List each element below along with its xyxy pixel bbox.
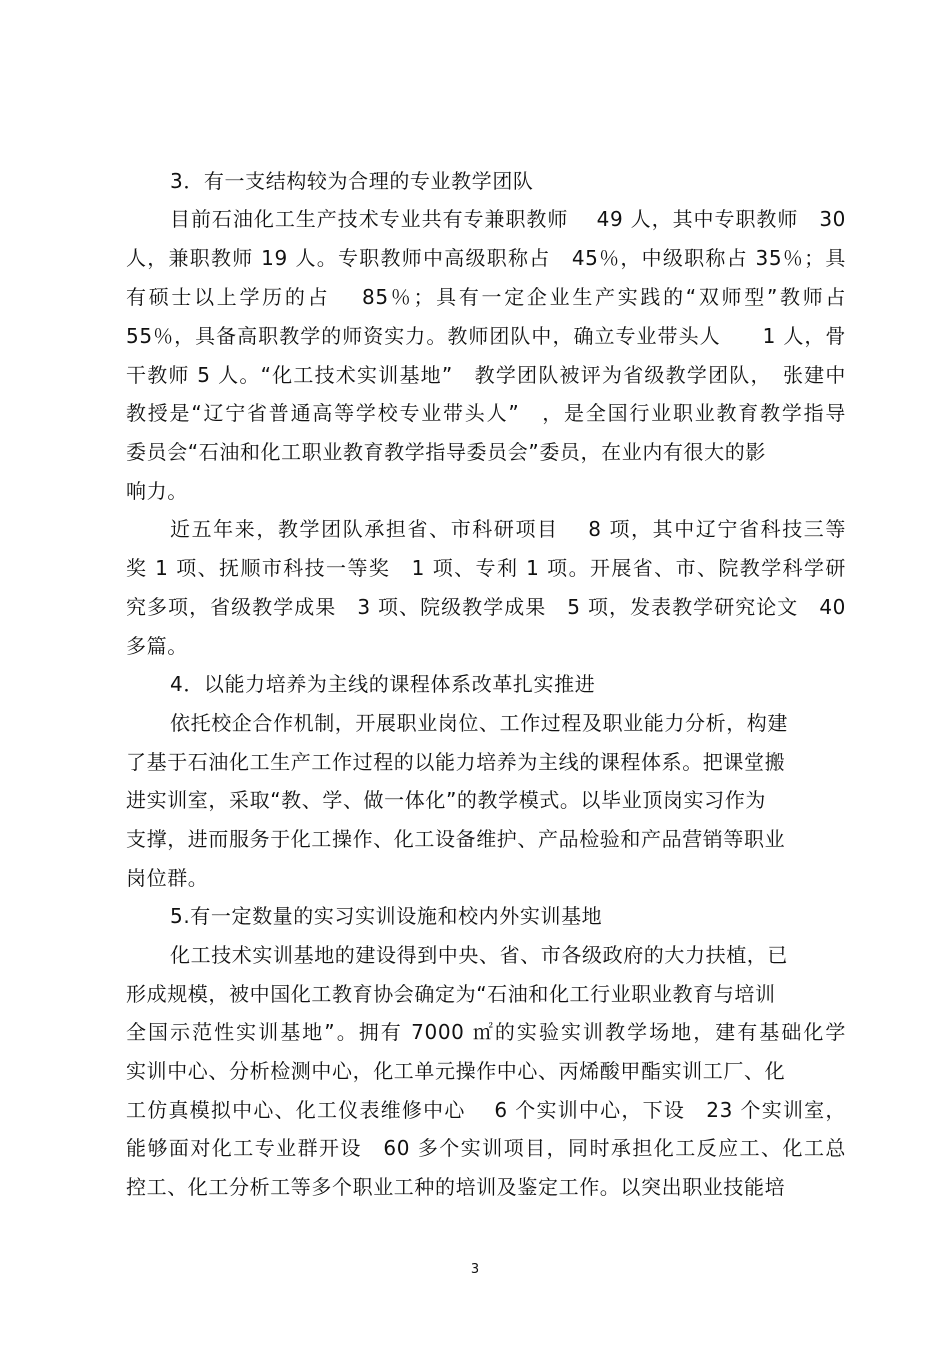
paragraph-line: 究多项，省级教学成果 3 项、院级教学成果 5 项，发表教学研究论文 40 bbox=[126, 595, 846, 619]
paragraph-line: 近五年来，教学团队承担省、市科研项目 8 项，其中辽宁省科技三等 bbox=[170, 517, 846, 541]
section-heading-5: 5.有一定数量的实习实训设施和校内外实训基地 bbox=[170, 904, 603, 928]
paragraph-line: 人，兼职教师 19 人。专职教师中高级职称占 45％，中级职称占 35％；具 bbox=[126, 246, 846, 270]
page-number: 3 bbox=[470, 1262, 480, 1277]
paragraph-line: 全国示范性实训基地”。拥有 7000 ㎡的实验实训教学场地，建有基础化学 bbox=[126, 1020, 846, 1044]
paragraph-line: 干教师 5 人。“化工技术实训基地” 教学团队被评为省级教学团队， 张建中 bbox=[126, 363, 846, 387]
paragraph-line: 支撑，进而服务于化工操作、化工设备维护、产品检验和产品营销等职业 bbox=[126, 827, 786, 851]
paragraph-line: 化工技术实训基地的建设得到中央、省、市各级政府的大力扶植，已 bbox=[170, 943, 788, 967]
paragraph-line: 岗位群。 bbox=[126, 866, 209, 890]
paragraph-line: 教授是“辽宁省普通高等学校专业带头人” ，是全国行业职业教育教学指导 bbox=[126, 401, 846, 425]
paragraph-line: 多篇。 bbox=[126, 634, 188, 658]
paragraph-line: 依托校企合作机制，开展职业岗位、工作过程及职业能力分析，构建 bbox=[170, 711, 788, 735]
section-heading-3: 3．有一支结构较为合理的专业教学团队 bbox=[170, 169, 534, 193]
section-heading-4: 4．以能力培养为主线的课程体系改革扎实推进 bbox=[170, 672, 596, 696]
paragraph-line: 形成规模，被中国化工教育协会确定为“石油和化工行业职业教育与培训 bbox=[126, 982, 776, 1006]
paragraph-line: 能够面对化工专业群开设 60 多个实训项目，同时承担化工反应工、化工总 bbox=[126, 1136, 846, 1160]
paragraph-line: 实训中心、分析检测中心，化工单元操作中心、丙烯酸甲酯实训工厂、化 bbox=[126, 1059, 786, 1083]
paragraph-line: 有硕士以上学历的占 85％；具有一定企业生产实践的“双师型”教师占 bbox=[126, 285, 846, 309]
paragraph-line: 55％，具备高职教学的师资实力。教师团队中，确立专业带头人 1 人，骨 bbox=[126, 324, 846, 348]
paragraph-line: 工仿真模拟中心、化工仪表维修中心 6 个实训中心，下设 23 个实训室， bbox=[126, 1098, 846, 1122]
paragraph-line: 控工、化工分析工等多个职业工种的培训及鉴定工作。以突出职业技能培 bbox=[126, 1175, 786, 1199]
paragraph-line: 奖 1 项、抚顺市科技一等奖 1 项、专利 1 项。开展省、市、院教学科学研 bbox=[126, 556, 846, 580]
paragraph-line: 目前石油化工生产技术专业共有专兼职教师 49 人，其中专职教师 30 bbox=[170, 207, 846, 231]
paragraph-line: 委员会“石油和化工职业教育教学指导委员会”委员，在业内有很大的影 bbox=[126, 440, 766, 464]
paragraph-line: 进实训室，采取“教、学、做一体化”的教学模式。以毕业顶岗实习作为 bbox=[126, 788, 766, 812]
paragraph-line: 响力。 bbox=[126, 479, 188, 503]
paragraph-line: 了基于石油化工生产工作过程的以能力培养为主线的课程体系。把课堂搬 bbox=[126, 750, 786, 774]
